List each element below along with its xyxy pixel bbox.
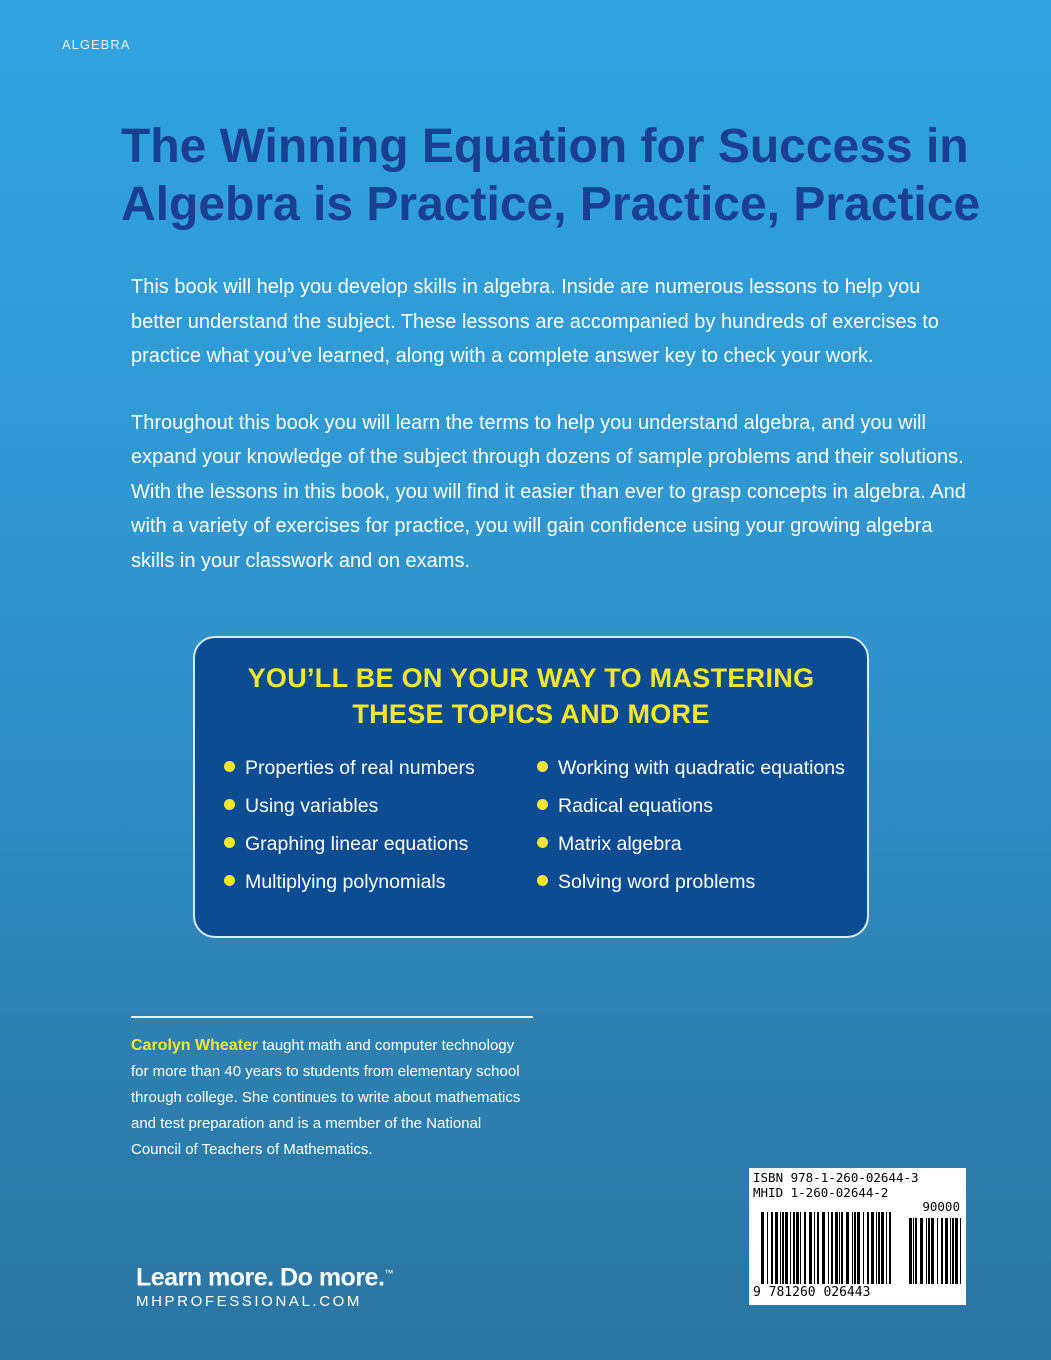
topic-item [536,794,845,832]
headline-line-2: Algebra is Practice, Practice, Practice [121,178,981,231]
barcode-bar [822,1212,825,1284]
bullet-icon [537,837,548,848]
barcode-bar [945,1218,948,1284]
barcode-bar [831,1212,833,1284]
topics-title [195,660,867,732]
barcode-bar [767,1212,768,1284]
barcode-bar [886,1212,887,1284]
topics-box [193,636,869,938]
barcode-bar [817,1212,819,1284]
barcode-bar [889,1212,891,1284]
topics-list-right [536,756,845,908]
barcode-bar [809,1212,812,1284]
publisher-brand [136,1258,393,1312]
barcode-bar [867,1212,869,1284]
topics-list-left [223,756,475,908]
barcode-graphic [749,1212,966,1284]
barcode-bar [920,1218,923,1284]
barcode-bar [761,1212,764,1284]
bullet-icon [224,875,235,886]
topic-label: Using variables [245,795,379,817]
intro-paragraph-1: This book will help you develop skills in algebra. Inside are numerous lessons to help you better understand the subject. These lessons are accompanied by hundreds of exercises to practice what you’ve learned, along with a complete answer key to check your work. [131,276,939,367]
barcode-bar [841,1212,843,1284]
bullet-icon [224,761,235,772]
author-name: Carolyn Wheater [131,1037,259,1054]
bio-line-5: Council of Teachers of Mathematics. [131,1141,373,1158]
headline [121,118,1021,234]
bio-line-1 [131,1033,541,1059]
topic-item [223,870,475,908]
barcode-bar [878,1212,880,1284]
topics-title-line-2: THESE TOPICS AND MORE [352,699,710,729]
topic-item [223,832,475,870]
barcode-bar [835,1212,838,1284]
topic-label: Graphing linear equations [245,833,469,855]
barcode-bar [863,1212,864,1284]
barcode-bar [782,1212,784,1284]
barcode-bar [857,1212,860,1284]
bullet-icon [537,761,548,772]
barcode-bar [913,1218,914,1284]
bullet-icon [224,799,235,810]
bullet-icon [537,799,548,810]
barcode-bar [960,1218,961,1284]
barcode-bar [854,1212,856,1284]
intro-paragraph-2: Throughout this book you will learn the terms to help you understand algebra, and you will expand your knowledge of the subject through dozens of sample problems and their solutions. With the lessons in this book, you will find it easier than ever to grasp concepts in algebra. And with a variety of exercises for practice, you will gain confidence using your growing algebra skills in your classwork and on exams. [131,411,966,572]
barcode-bar [915,1218,917,1284]
topic-label: Solving word problems [558,871,756,893]
isbn-number: ISBN 978-1-260-02644-3 [753,1170,919,1185]
topic-label: Working with quadratic equations [558,757,845,779]
mhid-number: MHID 1-260-02644-2 [753,1185,889,1200]
topic-item [223,756,475,794]
barcode-panel [749,1168,966,1305]
barcode-bar [814,1212,815,1284]
bio-line-2: for more than 40 years to students from elementary school [131,1063,520,1080]
barcode-bar [775,1212,778,1284]
barcode-digits: 9 781260 026443 [753,1285,871,1300]
bio-text-1: taught math and computer technology [258,1037,515,1054]
barcode-bar [785,1212,788,1284]
barcode-bar [955,1218,958,1284]
barcode-bar [909,1218,912,1284]
topic-item [536,756,845,794]
bio-line-3: through college. She continues to write about mathematics [131,1089,521,1106]
barcode-bar [796,1212,799,1284]
topic-item [536,870,845,908]
barcode-bar [771,1212,773,1284]
barcode-bar [926,1218,927,1284]
barcode-bar [800,1212,801,1284]
divider-rule [131,1016,533,1018]
topic-label: Radical equations [558,795,714,817]
category-label: ALGEBRA [62,37,131,52]
topic-label: Properties of real numbers [245,757,475,779]
author-bio [131,1033,541,1163]
topics-title-line-1: YOU’LL BE ON YOUR WAY TO MASTERING [247,663,815,693]
barcode-bar [828,1212,829,1284]
topic-item [223,794,475,832]
barcode-bar [804,1212,806,1284]
barcode-bar [790,1212,791,1284]
publisher-website: MHPROFESSIONAL.COM [136,1293,362,1311]
bullet-icon [224,837,235,848]
barcode-bar [937,1218,938,1284]
barcode-bar [928,1218,930,1284]
barcode-bar [852,1212,853,1284]
barcode-bar [793,1212,795,1284]
barcode-bar [931,1218,934,1284]
topic-label: Matrix algebra [558,833,682,855]
brand-tagline [136,1258,393,1292]
barcode-bar [780,1212,781,1284]
barcode-bar [941,1218,943,1284]
tagline-text: Learn more. Do more. [136,1263,385,1292]
topic-label: Multiplying polynomials [245,871,446,893]
topic-item [536,832,845,870]
isbn-block [753,1170,919,1200]
headline-line-1: The Winning Equation for Success in [121,120,969,173]
price-code: 90000 [922,1199,960,1214]
bio-line-4: and test preparation and is a member of the National [131,1115,482,1132]
barcode-bar [846,1212,849,1284]
barcode-bar [871,1212,874,1284]
intro-text [131,270,971,610]
barcode-bar [839,1212,840,1284]
bullet-icon [537,875,548,886]
barcode-bar [881,1212,884,1284]
barcode-bar [876,1212,877,1284]
barcode-bar [952,1218,954,1284]
trademark-mark: ™ [384,1268,393,1278]
barcode-bar [950,1218,951,1284]
